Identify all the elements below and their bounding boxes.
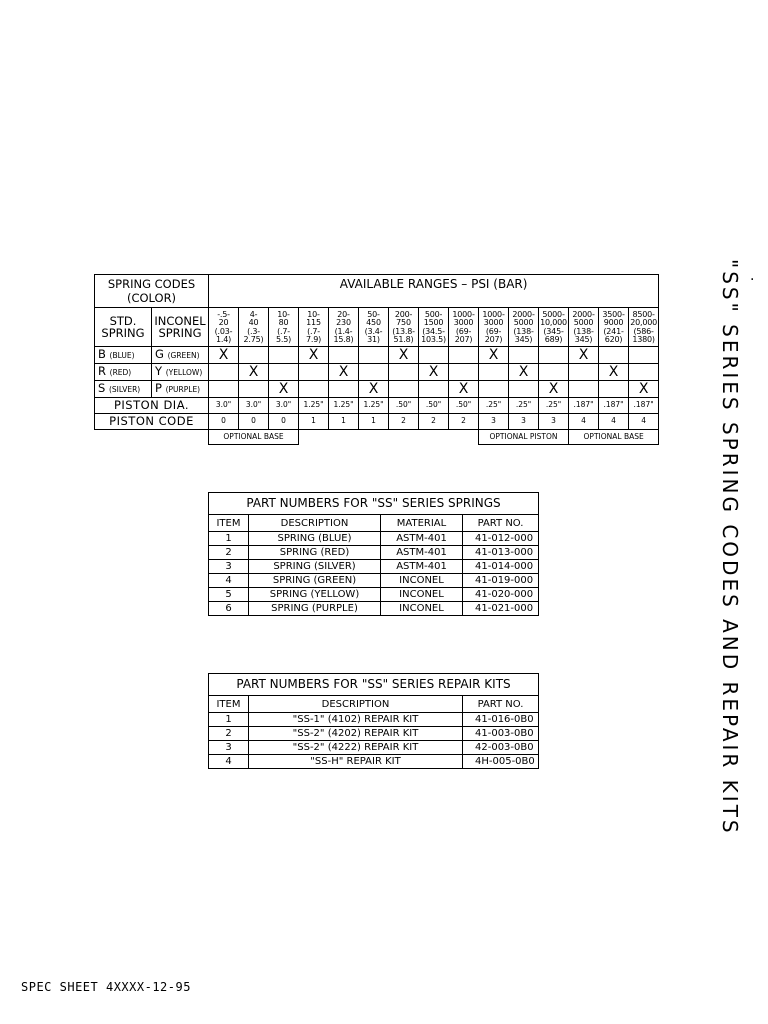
range-cell: [629, 308, 659, 347]
range-mark: [359, 347, 389, 364]
table-row: [209, 560, 539, 574]
piston-code-value: 2: [449, 414, 479, 430]
inconel-spring-code: [152, 347, 209, 364]
range-cell: [449, 308, 479, 347]
range-line: (34.5-: [422, 326, 445, 336]
range-mark: X: [629, 381, 659, 398]
kit-item-cell: 2: [209, 727, 249, 741]
range-line: 10-: [277, 309, 290, 319]
spring-description-cell: SPRING (PURPLE): [249, 602, 381, 616]
piston-code-value: 1: [329, 414, 359, 430]
spring-item-cell: 4: [209, 574, 249, 588]
range-line: 345): [574, 334, 593, 344]
std-code-letter: B: [98, 346, 106, 361]
spring-material-cell: INCONEL: [381, 588, 463, 602]
piston-code-value: 3: [509, 414, 539, 430]
piston-code-value: 3: [539, 414, 569, 430]
spring-item-cell: 3: [209, 560, 249, 574]
range-mark: [359, 364, 389, 381]
range-line: 3000: [483, 318, 504, 328]
range-cell: [539, 308, 569, 347]
range-cell: [359, 308, 389, 347]
range-line: (69-: [455, 326, 472, 336]
range-cell: [329, 308, 359, 347]
range-cell: [419, 308, 449, 347]
range-line: (.7-: [277, 326, 290, 336]
title-mark: .: [750, 268, 755, 284]
spring-item-cell: 5: [209, 588, 249, 602]
color-label: (COLOR): [126, 291, 177, 305]
spring-codes-header: [95, 275, 209, 308]
std-spring-label-1: STD.: [109, 314, 137, 328]
range-line: 7.9): [305, 334, 322, 344]
piston-code-label: PISTON CODE: [95, 414, 209, 430]
range-mark: X: [269, 381, 299, 398]
piston-dia-value: .50": [389, 398, 419, 414]
range-mark: [599, 347, 629, 364]
range-line: 689): [544, 334, 563, 344]
range-line: 207): [454, 334, 473, 344]
range-line: 8500-: [632, 309, 655, 319]
std-code-color: (RED): [109, 367, 132, 377]
range-mark: [299, 381, 329, 398]
range-mark: [209, 381, 239, 398]
range-mark: [539, 364, 569, 381]
table-row: [209, 574, 539, 588]
range-line: 1000-: [452, 309, 475, 319]
inconel-spring-label-2: SPRING: [158, 326, 202, 340]
range-mark: [269, 347, 299, 364]
range-mark: [389, 364, 419, 381]
range-line: 5.5): [275, 334, 292, 344]
spring-part-no-cell: 41-012-000: [463, 532, 539, 546]
range-mark: [569, 364, 599, 381]
range-mark: [599, 381, 629, 398]
range-line: 10-: [307, 309, 320, 319]
optional-piston: OPTIONAL PISTON: [479, 430, 569, 445]
available-ranges-title: AVAILABLE RANGES – PSI (BAR): [339, 277, 528, 291]
spring-code-row: [95, 364, 659, 381]
piston-code-value: 1: [359, 414, 389, 430]
std-spring-code: [95, 364, 152, 381]
range-mark: [239, 381, 269, 398]
springs-part-table: [208, 492, 539, 616]
springs-header-description: DESCRIPTION: [249, 515, 381, 532]
kit-part-no-cell: 41-003-0B0: [463, 727, 539, 741]
piston-code-value: 0: [269, 414, 299, 430]
range-line: 5000: [573, 318, 594, 328]
kits-header-description: DESCRIPTION: [249, 696, 463, 713]
range-mark: X: [449, 381, 479, 398]
table-row: [209, 741, 539, 755]
inconel-code-letter: P: [155, 380, 162, 395]
std-code-color: (BLUE): [109, 350, 135, 360]
range-line: 10,000: [540, 318, 567, 328]
springs-header-material: MATERIAL: [381, 515, 463, 532]
spring-part-no-cell: 41-013-000: [463, 546, 539, 560]
range-line: 1000-: [482, 309, 505, 319]
springs-header-item: ITEM: [209, 515, 249, 532]
range-line: 50-: [367, 309, 380, 319]
piston-dia-value: .187": [569, 398, 599, 414]
piston-code-value: 1: [299, 414, 329, 430]
spring-material-cell: ASTM-401: [381, 560, 463, 574]
range-mark: [299, 364, 329, 381]
inconel-spring-label-1: INCONEL: [154, 314, 206, 328]
piston-dia-value: 1.25": [359, 398, 389, 414]
range-mark: [389, 381, 419, 398]
range-line: 31): [367, 334, 380, 344]
range-mark: [329, 381, 359, 398]
kit-description-cell: "SS-2" (4202) REPAIR KIT: [249, 727, 463, 741]
table-row: [209, 727, 539, 741]
range-line: 51.8): [393, 334, 414, 344]
range-line: 2000-: [512, 309, 535, 319]
std-code-letter: R: [98, 363, 106, 378]
table-row: [209, 532, 539, 546]
piston-dia-value: 3.0": [269, 398, 299, 414]
std-code-letter: S: [98, 380, 106, 395]
range-mark: [509, 347, 539, 364]
std-spring-code: [95, 347, 152, 364]
piston-code-value: 4: [629, 414, 659, 430]
table-row: [209, 588, 539, 602]
range-mark: X: [359, 381, 389, 398]
range-mark: [479, 381, 509, 398]
spring-part-no-cell: 41-019-000: [463, 574, 539, 588]
range-line: 9000: [603, 318, 624, 328]
piston-dia-value: .25": [539, 398, 569, 414]
range-mark: X: [479, 347, 509, 364]
inconel-spring-code: [152, 381, 209, 398]
range-line: 345): [514, 334, 533, 344]
kit-part-no-cell: 41-016-0B0: [463, 713, 539, 727]
spring-material-cell: ASTM-401: [381, 546, 463, 560]
range-mark: X: [569, 347, 599, 364]
piston-dia-value: .25": [479, 398, 509, 414]
range-mark: X: [599, 364, 629, 381]
range-mark: X: [299, 347, 329, 364]
range-mark: X: [239, 364, 269, 381]
range-line: 20: [218, 318, 229, 328]
piston-code-value: 4: [569, 414, 599, 430]
range-mark: X: [389, 347, 419, 364]
range-line: (345-: [543, 326, 564, 336]
range-line: 20-: [337, 309, 350, 319]
range-mark: [329, 347, 359, 364]
inconel-spring-header: [152, 308, 209, 347]
range-line: 15.8): [333, 334, 354, 344]
range-line: 2000-: [572, 309, 595, 319]
spring-code-row: [95, 381, 659, 398]
table-row: [209, 546, 539, 560]
piston-dia-value: .25": [509, 398, 539, 414]
piston-dia-value: 3.0": [209, 398, 239, 414]
kit-description-cell: "SS-2" (4222) REPAIR KIT: [249, 741, 463, 755]
spring-material-cell: INCONEL: [381, 574, 463, 588]
range-mark: [239, 347, 269, 364]
kit-item-cell: 3: [209, 741, 249, 755]
range-mark: [419, 381, 449, 398]
range-cell: [479, 308, 509, 347]
range-mark: [509, 381, 539, 398]
range-mark: [479, 364, 509, 381]
range-line: 1500: [423, 318, 444, 328]
kits-table-title: PART NUMBERS FOR "SS" SERIES REPAIR KITS: [209, 674, 539, 696]
kits-header-item: ITEM: [209, 696, 249, 713]
kit-description-cell: "SS-H" REPAIR KIT: [249, 755, 463, 769]
piston-code-row: [95, 414, 659, 430]
piston-dia-value: .50": [419, 398, 449, 414]
spring-code-row: [95, 347, 659, 364]
spring-item-cell: 2: [209, 546, 249, 560]
inconel-code-letter: Y: [155, 363, 163, 378]
sheet-title: "SS" SERIES SPRING CODES AND REPAIR KITS: [718, 259, 742, 836]
piston-code-value: 0: [239, 414, 269, 430]
spring-material-cell: ASTM-401: [381, 532, 463, 546]
optional-gap: [299, 430, 479, 445]
table-row: [209, 755, 539, 769]
range-line: 115: [306, 318, 321, 328]
range-mark: X: [419, 364, 449, 381]
range-line: -.5-: [217, 309, 230, 319]
std-code-color: (SILVER): [108, 384, 141, 394]
range-line: (1.4-: [334, 326, 353, 336]
piston-dia-row: [95, 398, 659, 414]
range-mark: [539, 347, 569, 364]
range-line: 5000: [513, 318, 534, 328]
piston-code-value: 2: [389, 414, 419, 430]
available-ranges-header: [209, 275, 659, 308]
range-line: (13.8-: [392, 326, 415, 336]
range-line: (.3-: [247, 326, 260, 336]
spring-description-cell: SPRING (SILVER): [249, 560, 381, 574]
range-line: (.7-: [307, 326, 320, 336]
range-mark: X: [329, 364, 359, 381]
range-mark: [569, 381, 599, 398]
range-line: (586-: [633, 326, 654, 336]
range-line: 230: [336, 318, 351, 328]
spring-description-cell: SPRING (BLUE): [249, 532, 381, 546]
range-line: (138-: [513, 326, 534, 336]
kit-part-no-cell: 4H-005-0B0: [463, 755, 539, 769]
spring-codes-title: SPRING CODES: [107, 277, 196, 291]
range-cell: [389, 308, 419, 347]
optional-base-right: OPTIONAL BASE: [569, 430, 659, 445]
kit-description-cell: "SS-1" (4102) REPAIR KIT: [249, 713, 463, 727]
range-cell: [209, 308, 239, 347]
std-spring-code: [95, 381, 152, 398]
kit-item-cell: 4: [209, 755, 249, 769]
range-mark: [419, 347, 449, 364]
range-line: 20,000: [630, 318, 658, 328]
range-line: (.03-: [214, 326, 233, 336]
range-mark: X: [209, 347, 239, 364]
inconel-code-color: (PURPLE): [165, 384, 201, 394]
piston-dia-value: 1.25": [329, 398, 359, 414]
range-line: 450: [366, 318, 381, 328]
range-line: (69-: [485, 326, 502, 336]
range-values-row: [95, 308, 659, 347]
piston-code-value: 4: [599, 414, 629, 430]
range-mark: [449, 347, 479, 364]
range-mark: X: [509, 364, 539, 381]
spring-item-cell: 1: [209, 532, 249, 546]
range-mark: [209, 364, 239, 381]
springs-header-part-no: PART NO.: [463, 515, 539, 532]
range-line: 500-: [424, 309, 443, 319]
spring-description-cell: SPRING (GREEN): [249, 574, 381, 588]
spring-description-cell: SPRING (RED): [249, 546, 381, 560]
inconel-code-color: (GREEN): [167, 350, 200, 360]
piston-dia-value: .187": [629, 398, 659, 414]
range-line: 750: [396, 318, 411, 328]
range-cell: [239, 308, 269, 347]
piston-code-value: 0: [209, 414, 239, 430]
range-mark: [629, 364, 659, 381]
range-line: (241-: [603, 326, 624, 336]
springs-table-title: PART NUMBERS FOR "SS" SERIES SPRINGS: [209, 493, 539, 515]
kit-part-no-cell: 42-003-0B0: [463, 741, 539, 755]
spring-description-cell: SPRING (YELLOW): [249, 588, 381, 602]
range-mark: [629, 347, 659, 364]
range-mark: [269, 364, 299, 381]
spring-part-no-cell: 41-014-000: [463, 560, 539, 574]
table-row: [209, 713, 539, 727]
optional-spacer: [95, 430, 209, 445]
spring-codes-table: [94, 274, 659, 445]
range-mark: [449, 364, 479, 381]
inconel-code-color: (YELLOW): [165, 367, 203, 377]
inconel-spring-code: [152, 364, 209, 381]
range-cell: [509, 308, 539, 347]
range-cell: [569, 308, 599, 347]
kit-item-cell: 1: [209, 713, 249, 727]
range-line: 1380): [632, 334, 655, 344]
std-spring-header: [95, 308, 152, 347]
range-line: 3500-: [602, 309, 625, 319]
range-line: 5000-: [542, 309, 565, 319]
range-cell: [269, 308, 299, 347]
optional-row: [95, 430, 659, 445]
range-line: 2.75): [243, 334, 264, 344]
range-mark: X: [539, 381, 569, 398]
range-cell: [599, 308, 629, 347]
inconel-code-letter: G: [155, 346, 164, 361]
piston-code-value: 2: [419, 414, 449, 430]
piston-dia-value: 3.0": [239, 398, 269, 414]
range-line: (138-: [573, 326, 594, 336]
range-line: 1.4): [215, 334, 232, 344]
range-line: 4-: [249, 309, 258, 319]
spring-material-cell: INCONEL: [381, 602, 463, 616]
kits-header-part-no: PART NO.: [463, 696, 539, 713]
piston-dia-value: 1.25": [299, 398, 329, 414]
piston-code-value: 3: [479, 414, 509, 430]
range-line: (3.4-: [364, 326, 383, 336]
spring-part-no-cell: 41-020-000: [463, 588, 539, 602]
std-spring-label-2: SPRING: [101, 326, 145, 340]
range-line: 3000: [453, 318, 474, 328]
range-line: 80: [278, 318, 289, 328]
range-cell: [299, 308, 329, 347]
spring-part-no-cell: 41-021-000: [463, 602, 539, 616]
spring-item-cell: 6: [209, 602, 249, 616]
table-row: [209, 602, 539, 616]
range-line: 200-: [394, 309, 413, 319]
range-line: 207): [484, 334, 503, 344]
range-line: 103.5): [421, 334, 446, 344]
piston-dia-value: .187": [599, 398, 629, 414]
range-line: 620): [604, 334, 623, 344]
range-line: 40: [248, 318, 259, 328]
optional-base-left: OPTIONAL BASE: [209, 430, 299, 445]
piston-dia-label: PISTON DIA.: [95, 398, 209, 414]
spec-sheet-footer: SPEC SHEET 4XXXX-12-95: [21, 980, 191, 994]
piston-dia-value: .50": [449, 398, 479, 414]
kits-part-table: [208, 673, 539, 769]
